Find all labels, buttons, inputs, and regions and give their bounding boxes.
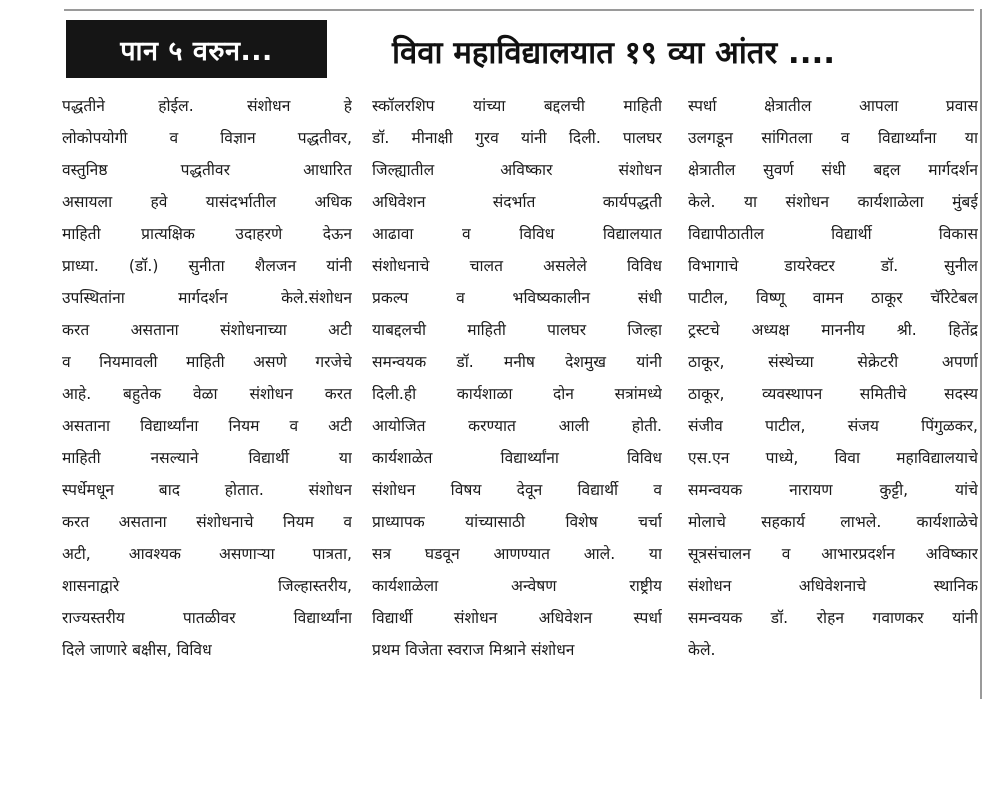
article-text-line: वस्तुनिष्ठ पद्धतीवर आधारित [62, 161, 352, 179]
article-text-line: पाटील, विष्णू वामन ठाकूर चॅरिटेबल [688, 289, 978, 307]
article-text-line: प्रथम विजेता स्वराज मिश्राने संशोधन [372, 641, 575, 659]
article-text-line: उलगडून सांगितला व विद्यार्थ्यांना या [688, 129, 978, 147]
article-text-line: विद्यार्थी संशोधन अधिवेशन स्पर्धा [372, 609, 662, 627]
article-text-line: आयोजित करण्यात आली होती. [372, 417, 662, 435]
article-text-line: करत असताना संशोधनाच्या अटी [62, 321, 352, 339]
article-text-line: विभागाचे डायरेक्टर डॉ. सुनील [688, 257, 978, 275]
article-text-line: माहिती प्रात्यक्षिक उदाहरणे देऊन [62, 225, 352, 243]
article-text-line: राज्यस्तरीय पातळीवर विद्यार्थ्यांना [62, 609, 352, 627]
article-text-line: समन्वयक डॉ. मनीष देशमुख यांनी [372, 353, 662, 371]
right-divider [980, 9, 982, 699]
article-text-line: व नियमावली माहिती असणे गरजेचे [62, 353, 352, 371]
article-text-line: केले. या संशोधन कार्यशाळेला मुंबई [688, 193, 978, 211]
article-column-2 [372, 90, 662, 666]
article-text-line: संशोधनाचे चालत असलेले विविध [372, 257, 662, 275]
article-text-line: असताना विद्यार्थ्यांना नियम व अटी [62, 417, 352, 435]
article-text-line: कार्यशाळेला अन्वेषण राष्ट्रीय [372, 577, 662, 595]
article-text-line: आढावा व विविध विद्यालयात [372, 225, 662, 243]
article-text-line: कार्यशाळेत विद्यार्थ्यांना विविध [372, 449, 662, 467]
article-text-line: मोलाचे सहकार्य लाभले. कार्यशाळेचे [688, 513, 978, 531]
article-text-line: स्पर्धेमधून बाद होतात. संशोधन [62, 481, 352, 499]
article-text-line: ठाकूर, संस्थेच्या सेक्रेटरी अपर्णा [688, 353, 978, 371]
article-text-line: आहे. बहुतेक वेळा संशोधन करत [62, 385, 352, 403]
article-text-line: सत्र घडवून आणण्यात आले. या [372, 545, 662, 563]
article-text-line: दिली.ही कार्यशाळा दोन सत्रांमध्ये [372, 385, 662, 403]
article-text-line: याबद्दलची माहिती पालघर जिल्हा [372, 321, 662, 339]
article-text-line: स्कॉलरशिप यांच्या बद्दलची माहिती [372, 97, 662, 115]
article-text-line: जिल्ह्यातील अविष्कार संशोधन [372, 161, 662, 179]
article-text-line: स्पर्धा क्षेत्रातील आपला प्रवास [688, 97, 978, 115]
article-text-line: केले. [688, 641, 716, 659]
article-text-line: उपस्थितांना मार्गदर्शन केले.संशोधन [62, 289, 352, 307]
article-text-line: प्राध्यापक यांच्यासाठी विशेष चर्चा [372, 513, 662, 531]
article-text-line: सूत्रसंचालन व आभारप्रदर्शन अविष्कार [688, 545, 978, 563]
article-text-line: शासनाद्वारे जिल्हास्तरीय, [62, 577, 352, 595]
article-text-line: समन्वयक डॉ. रोहन गवाणकर यांनी [688, 609, 978, 627]
article-text-line: समन्वयक नारायण कुट्टी, यांचे [688, 481, 978, 499]
article-text-line: अटी, आवश्यक असणाऱ्या पात्रता, [62, 545, 352, 563]
article-text-line: ट्रस्टचे अध्यक्ष माननीय श्री. हितेंद्र [688, 321, 978, 339]
article-text-line: पद्धतीने होईल. संशोधन हे [62, 97, 352, 115]
article-text-line: संजीव पाटील, संजय पिंगुळकर, [688, 417, 978, 435]
article-text-line: दिले जाणारे बक्षीस, विविध [62, 641, 212, 659]
article-text-line: करत असताना संशोधनाचे नियम व [62, 513, 352, 531]
article-column-1 [62, 90, 352, 666]
article-text-line: संशोधन विषय देवून विद्यार्थी व [372, 481, 662, 499]
article-text-line: प्राध्या. (डॉ.) सुनीता शैलजन यांनी [62, 257, 352, 275]
article-text-line: एस.एन पाध्ये, विवा महाविद्यालयाचे [688, 449, 978, 467]
article-text-line: प्रकल्प व भविष्यकालीन संधी [372, 289, 662, 307]
article-column-3 [688, 90, 978, 666]
continued-from-page-label [66, 20, 327, 78]
article-text-line: लोकोपयोगी व विज्ञान पद्धतीवर, [62, 129, 352, 147]
article-text-line: विद्यापीठातील विद्यार्थी विकास [688, 225, 978, 243]
article-text-line: माहिती नसल्याने विद्यार्थी या [62, 449, 352, 467]
article-text-line: ठाकूर, व्यवस्थापन समितीचे सदस्य [688, 385, 978, 403]
article-text-line: संशोधन अधिवेशनाचे स्थानिक [688, 577, 978, 595]
article-text-line: क्षेत्रातील सुवर्ण संधी बद्दल मार्गदर्शन [688, 161, 978, 179]
continued-label-text: पान ५ वरुन... [120, 35, 273, 67]
article-text-line: डॉ. मीनाक्षी गुरव यांनी दिली. पालघर [372, 129, 662, 147]
article-headline: विवा महाविद्यालयात १९ व्या आंतर .... [392, 35, 836, 71]
top-divider [64, 9, 974, 11]
article-text-line: असायला हवे यासंदर्भातील अधिक [62, 193, 352, 211]
article-text-line: अधिवेशन संदर्भात कार्यपद्धती [372, 193, 662, 211]
